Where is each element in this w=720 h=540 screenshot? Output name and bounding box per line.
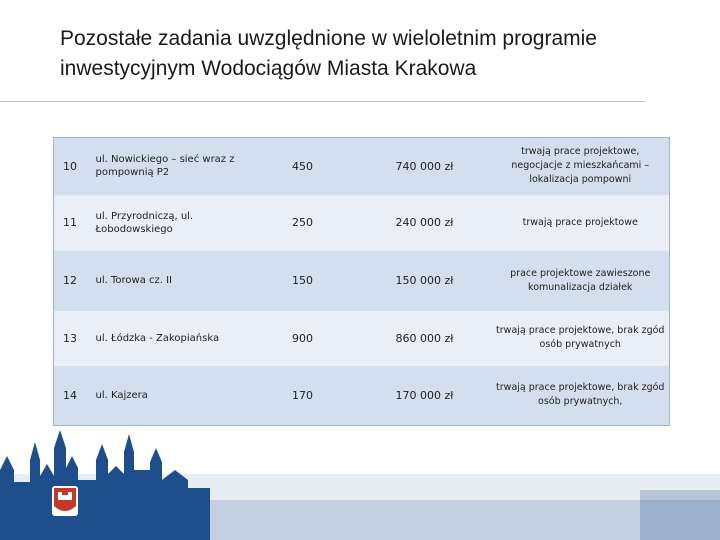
row-status: prace projektowe zawieszone komunalizacja działek <box>492 251 670 311</box>
row-cost: 150 000 zł <box>358 251 492 311</box>
row-length: 250 <box>248 195 358 251</box>
slide-title-line-2: inwestycyjnym Wodociągów Miasta Krakowa <box>60 57 477 80</box>
row-status: trwają prace projektowe, negocjacje z mieszkańcami – lokalizacja pompowni <box>492 138 670 195</box>
row-cost: 170 000 zł <box>358 366 492 426</box>
row-street: ul. Kajzera <box>92 366 248 426</box>
row-cost: 860 000 zł <box>358 311 492 366</box>
table-row <box>54 366 670 426</box>
row-number: 12 <box>54 251 92 311</box>
row-cost: 240 000 zł <box>358 195 492 251</box>
table-row <box>54 195 670 251</box>
row-street: ul. Nowickiego – sieć wraz z pompownią P2 <box>92 138 248 195</box>
row-number: 13 <box>54 311 92 366</box>
logo-title: WODOCIĄGI <box>86 485 211 507</box>
row-number: 10 <box>54 138 92 195</box>
row-length: 170 <box>248 366 358 426</box>
row-street: ul. Przyrodniczą, ul. Łobodowskiego <box>92 195 248 251</box>
row-length: 900 <box>248 311 358 366</box>
row-street: ul. Łódzka - Zakopiańska <box>92 311 248 366</box>
investment-table <box>53 137 670 426</box>
slide-title-line-1: Pozostałe zadania uwzględnione w wieloletnim programie <box>60 27 597 50</box>
row-length: 150 <box>248 251 358 311</box>
row-status: trwają prace projektowe <box>492 195 670 251</box>
row-street: ul. Torowa cz. II <box>92 251 248 311</box>
row-number: 11 <box>54 195 92 251</box>
logo-subtitle: Miasta Krakowa <box>86 509 193 526</box>
title-divider <box>0 101 645 102</box>
table-row <box>54 138 670 195</box>
table-row <box>54 251 670 311</box>
footer-logo-area <box>0 430 720 540</box>
row-cost: 740 000 zł <box>358 138 492 195</box>
row-length: 450 <box>248 138 358 195</box>
row-status: trwają prace projektowe, brak zgód osób prywatnych <box>492 311 670 366</box>
slide-title <box>60 24 700 84</box>
row-number: 14 <box>54 366 92 426</box>
table-row <box>54 311 670 366</box>
row-status: trwają prace projektowe, brak zgód osób prywatnych, <box>492 366 670 426</box>
